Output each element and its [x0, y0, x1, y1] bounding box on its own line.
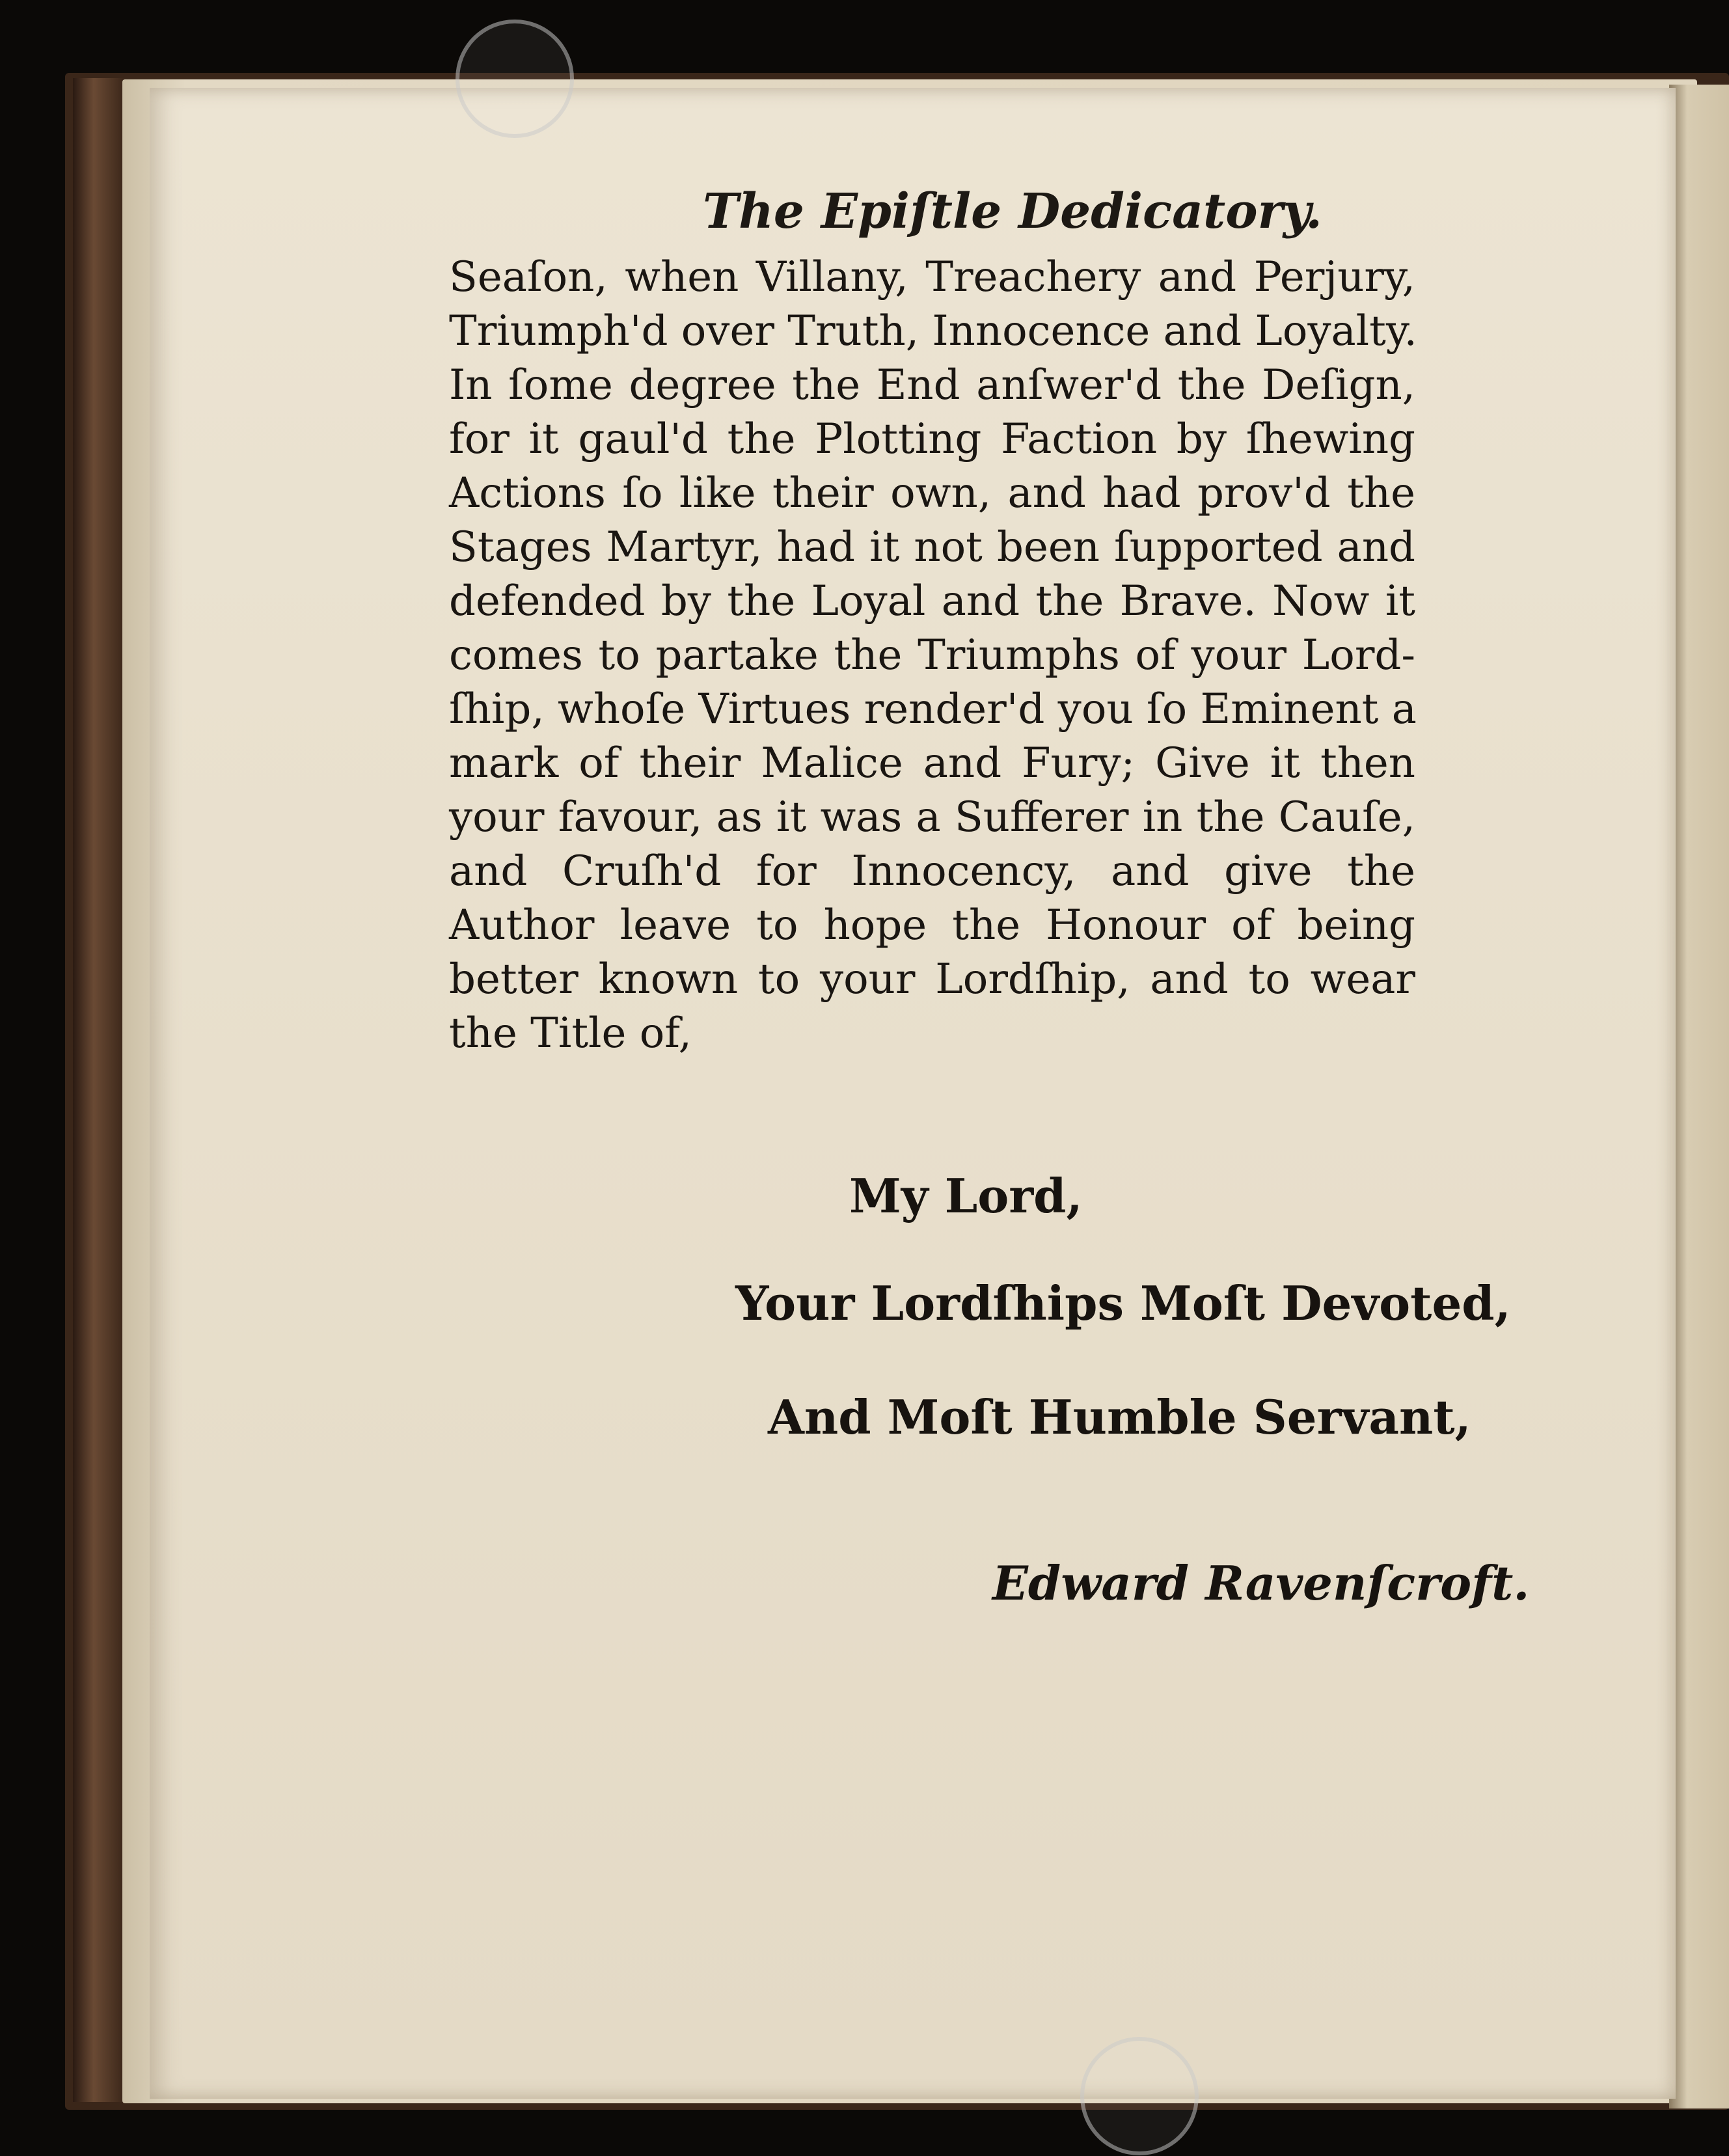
text-line: Author leave to hope the Honour of being [449, 901, 1415, 949]
running-header: The Epiſtle Dedicatory. [703, 184, 1322, 239]
text-line: Stages Martyr, had it not been ſupported and [449, 523, 1415, 571]
text-line: Triumph'd over Truth, Innocence and Loyalty. [449, 307, 1417, 355]
text-line: comes to partake the Triumphs of your Lord- [449, 631, 1415, 679]
text-line: the Title of, [449, 1009, 692, 1058]
page-clip-top [456, 20, 574, 138]
author-signature: Edward Ravenſcroft. [992, 1555, 1530, 1611]
closing-line: And Moſt Humble Servant, [768, 1389, 1471, 1445]
dedication-body [449, 251, 1415, 1061]
salutation: My Lord, [849, 1168, 1083, 1223]
text-line: Seaſon, when Villany, Treachery and Perjury, [449, 253, 1415, 301]
text-line: and Cruſh'd for Innocency, and give the [449, 847, 1415, 895]
text-line: mark of their Malice and Fury; Give it then [449, 739, 1415, 787]
text-line: In ſome degree the End anſwer'd the Deſign, [449, 361, 1415, 409]
text-line: for it gaul'd the Plotting Faction by ſhewing [449, 415, 1415, 463]
book-spine-edge [73, 78, 125, 2102]
facing-page-edge [1669, 85, 1729, 2108]
text-line: Actions ſo like their own, and had prov'd the [449, 469, 1415, 517]
text-line: better known to your Lordſhip, and to wear [449, 955, 1415, 1003]
text-line: defended by the Loyal and the Brave. Now it [449, 577, 1415, 625]
text-line: ſhip, whoſe Virtues render'd you ſo Eminent a [449, 685, 1417, 733]
page-clip-bottom [1080, 2037, 1199, 2155]
text-line: your favour, as it was a Sufferer in the Cauſe, [449, 793, 1415, 841]
closing-line: Your Lordſhips Moſt Devoted, [735, 1276, 1511, 1331]
